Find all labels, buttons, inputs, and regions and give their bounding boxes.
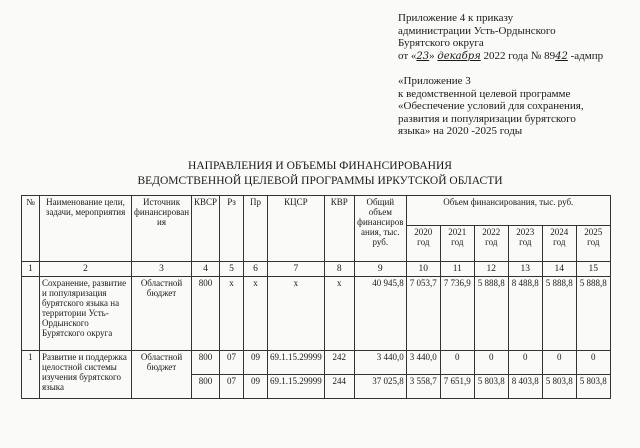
date-prefix: от « [398, 49, 417, 62]
cell-year-value: 0 [508, 351, 542, 375]
table-header-row [22, 196, 611, 226]
date-mid: » [429, 49, 438, 62]
header-name: Наименование цели, задачи, мероприятия [40, 196, 132, 262]
header-line: Приложение 4 к приказу [398, 12, 514, 24]
cell-kvr: 242 [324, 351, 354, 375]
cell-year-value: 0 [576, 351, 610, 375]
cell-year-value: 7 053,7 [406, 277, 440, 351]
cell-kcsr: 69.1.15.29999 [268, 375, 325, 399]
cell-no: 1 [22, 351, 40, 399]
table-row-goal [22, 277, 611, 351]
document-title-line1: НАПРАВЛЕНИЯ И ОБЪЕМЫ ФИНАНСИРОВАНИЯ [188, 160, 452, 172]
table-row-task [22, 351, 611, 375]
cell-year-value: 0 [474, 351, 508, 375]
handwritten-day: 23 [416, 50, 430, 62]
cell-pr: х [244, 277, 268, 351]
column-number: 1 [22, 262, 40, 277]
column-number: 6 [244, 262, 268, 277]
cell-year-value: 7 736,9 [440, 277, 474, 351]
column-number: 9 [354, 262, 406, 277]
header-rz: Рз [220, 196, 244, 262]
order-date-line [398, 50, 603, 64]
cell-year-value: 5 888,8 [474, 277, 508, 351]
annex-line: языка» на 2020 -2025 годы [398, 125, 523, 137]
column-numbering-row [22, 262, 611, 277]
column-number: 15 [576, 262, 610, 277]
cell-kcsr: х [268, 277, 325, 351]
annex-line: развития и популяризации бурятского [398, 112, 576, 125]
cell-name: Развитие и поддержка целостной системы изучения бурятского языка [40, 351, 132, 399]
handwritten-order-number: 42 [555, 50, 568, 62]
header-pr: Пр [244, 196, 268, 262]
cell-kcsr: 69.1.15.29999 [268, 351, 325, 375]
cell-name: Сохранение, развитие и популяризация бурятского языка на территории Усть-Ордынского Бурятского округа [40, 277, 132, 351]
cell-kvr: 244 [324, 375, 354, 399]
date-year: 2022 года № 89 [480, 49, 556, 62]
cell-total: 40 945,8 [354, 277, 406, 351]
cell-total: 3 440,0 [354, 351, 406, 375]
column-number: 10 [406, 262, 440, 277]
cell-kvsr: 800 [192, 277, 220, 351]
header-year: 2024 год [542, 226, 576, 262]
column-number: 11 [440, 262, 474, 277]
cell-rz: 07 [220, 375, 244, 399]
header-line: Бурятского округа [398, 37, 484, 49]
header-total: Общий объем финансиров ания, тыс. руб. [354, 196, 406, 262]
cell-year-value: 5 888,8 [576, 277, 610, 351]
header-no: № [22, 196, 40, 262]
header-year: 2023 год [508, 226, 542, 262]
financing-table [21, 195, 611, 399]
column-number: 14 [542, 262, 576, 277]
header-kvr: КВР [324, 196, 354, 262]
header-kcsr: КЦСР [268, 196, 325, 262]
cell-year-value: 5 888,8 [542, 277, 576, 351]
cell-source: Областной бюджет [132, 351, 192, 399]
cell-year-value: 7 651,9 [440, 375, 474, 399]
header-kvsr: КВСР [192, 196, 220, 262]
column-number: 2 [40, 262, 132, 277]
cell-year-value: 3 440,0 [406, 351, 440, 375]
cell-rz: 07 [220, 351, 244, 375]
header-volume: Объем финансирования, тыс. руб. [406, 196, 610, 226]
cell-pr: 09 [244, 375, 268, 399]
document-title-line2: ВЕДОМСТВЕННОЙ ЦЕЛЕВОЙ ПРОГРАММЫ ИРКУТСКОЙ ОБЛАСТИ [137, 175, 503, 187]
column-number: 4 [192, 262, 220, 277]
cell-kvsr: 800 [192, 375, 220, 399]
column-number: 8 [324, 262, 354, 277]
handwritten-month: декабря [437, 50, 481, 62]
cell-year-value: 8 488,8 [508, 277, 542, 351]
cell-year-value: 5 803,8 [474, 375, 508, 399]
cell-pr: 09 [244, 351, 268, 375]
annex-line: к ведомственной целевой программе [398, 87, 571, 100]
cell-year-value: 5 803,8 [542, 375, 576, 399]
header-year: 2020 год [406, 226, 440, 262]
cell-total: 37 025,8 [354, 375, 406, 399]
cell-kvsr: 800 [192, 351, 220, 375]
cell-year-value: 8 403,8 [508, 375, 542, 399]
column-number: 12 [474, 262, 508, 277]
cell-no [22, 277, 40, 351]
header-line: администрации Усть-Ордынского [398, 24, 556, 37]
annex-line: «Приложение 3 [398, 75, 471, 87]
cell-year-value: 5 803,8 [576, 375, 610, 399]
cell-kvr: х [324, 277, 354, 351]
header-year: 2021 год [440, 226, 474, 262]
cell-rz: х [220, 277, 244, 351]
column-number: 5 [220, 262, 244, 277]
column-number: 13 [508, 262, 542, 277]
order-suffix: -адмпр [567, 49, 604, 62]
cell-source: Областной бюджет [132, 277, 192, 351]
cell-year-value: 3 558,7 [406, 375, 440, 399]
annex-line: «Обеспечение условий для сохранения, [398, 100, 584, 112]
cell-year-value: 0 [542, 351, 576, 375]
header-source: Источник финансирован ия [132, 196, 192, 262]
column-number: 3 [132, 262, 192, 277]
header-year: 2025 год [576, 226, 610, 262]
header-year: 2022 год [474, 226, 508, 262]
cell-year-value: 0 [440, 351, 474, 375]
column-number: 7 [268, 262, 325, 277]
order-header [398, 12, 603, 138]
